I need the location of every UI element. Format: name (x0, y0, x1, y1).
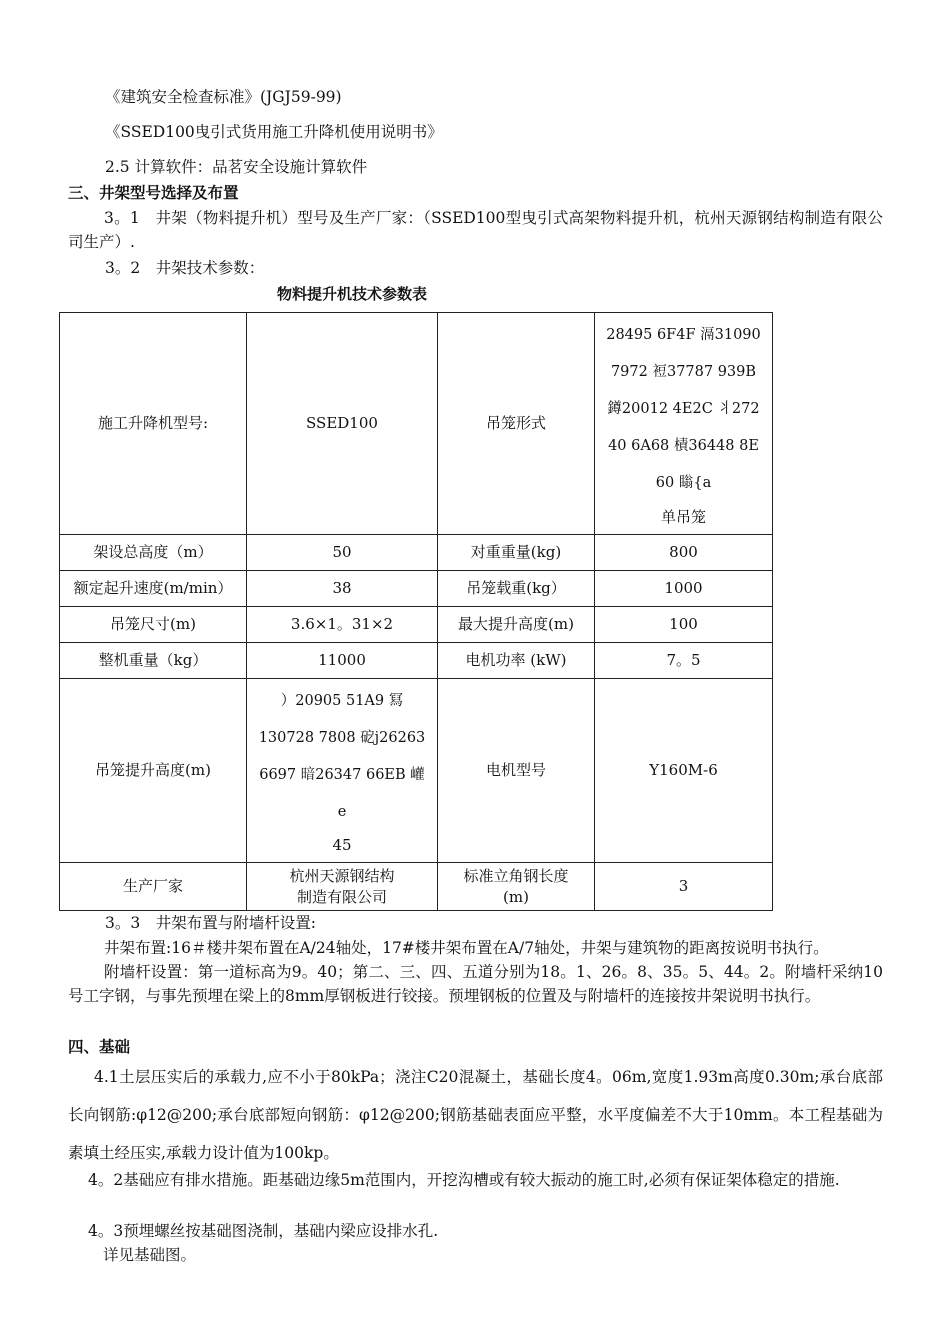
cell-label: 最大提升高度(m) (438, 607, 595, 643)
cell-label: 吊笼尺寸(m) (60, 607, 247, 643)
table-row (60, 643, 773, 679)
table-row (60, 679, 773, 863)
garbled-line: 7972 裋37787 939B (610, 364, 757, 380)
cell-label: 架设总高度（m） (60, 535, 247, 571)
cell-value: 单吊笼 (660, 508, 706, 526)
table-row (60, 607, 773, 643)
cell-value: Y160M-6 (595, 679, 773, 863)
section-4-heading: 四、基础 (68, 1038, 131, 1056)
cell-value: 45 (332, 836, 352, 854)
garbled-line: e (337, 804, 347, 820)
cell-value: 800 (595, 535, 773, 571)
garbled-line: ）20905 51A9 冩 (280, 693, 404, 709)
garbled-line: 6697 暗26347 66EB 巏 (259, 767, 425, 783)
cell-value-line: 杭州天源钢结构 (289, 866, 395, 885)
cell-label: 整机重量（kg） (60, 643, 247, 679)
paragraph-3-3-layout: 井架布置:16＃楼井架布置在A/24轴处，17#楼井架布置在A/7轴处，井架与建筑物的距离按说明书执行。 (104, 939, 829, 957)
standard-reference-1: 《建筑安全检查标准》(JGJ59-99) (105, 88, 342, 106)
cell-label-line: (m) (503, 887, 529, 906)
garbled-line: 60 瞈{a (655, 475, 712, 491)
paragraph-4-2: 4。2基础应有排水措施。距基础边缘5m范围内，开挖沟槽或有较大振动的施工时,必须有保证架体稳定的措施. (88, 1171, 840, 1189)
garbled-line: 28495 6F4F 滆31090 (606, 327, 761, 343)
cell-value: 38 (247, 571, 438, 607)
section-3-heading: 三、井架型号选择及布置 (68, 184, 239, 202)
cell-label: 电机功率 (kW) (438, 643, 595, 679)
paragraph-3-3: 3。3 井架布置与附墙杆设置: (105, 914, 316, 932)
cell-label: 吊笼形式 (438, 313, 595, 535)
cell-value: 1000 (595, 571, 773, 607)
manufacturer-cell (247, 863, 438, 911)
paragraph-4-3: 4。3预埋螺丝按基础图浇制，基础内梁应设排水孔. (88, 1222, 439, 1240)
cell-label: 吊笼提升高度(m) (60, 679, 247, 863)
cell-label: 电机型号 (438, 679, 595, 863)
table-row (60, 313, 773, 535)
garbled-line: 鐏20012 4E2C 丬272 (607, 401, 760, 417)
lift-height-cell (247, 679, 438, 863)
cell-label: 生产厂家 (60, 863, 247, 911)
paragraph-4-1: 4.1土层压实后的承载力,应不小于80kPa；浇注C20混凝土，基础长度4。06m,宽度1.93m高度0.30m;承台底部长向钢筋:φ12@200;承台底部短向钢筋：φ12@200;钢筋基础表面应平整，水平度偏差不大于10mm。本工程基础为素填土经压实,承载力设计值为100kp。 (68, 1068, 883, 1162)
cell-label: 额定起升速度(m/min） (60, 571, 247, 607)
angle-steel-label-cell (438, 863, 595, 911)
cell-label-line: 标准立角钢长度 (463, 866, 569, 885)
paragraph-3-1: 3。1 井架（物料提升机）型号及生产厂家：（SSED100型曳引式高架物料提升机，杭州天源钢结构制造有限公司生产）. (68, 209, 883, 251)
lift-parameter-table (59, 312, 773, 911)
table-caption: 物料提升机技术参数表 (277, 285, 428, 303)
cell-value-line: 制造有限公司 (296, 887, 387, 906)
cell-value: 3 (595, 863, 773, 911)
cage-type-cell (595, 313, 773, 535)
garbled-line: 40 6A68 樍36448 8E (608, 438, 759, 454)
table-row (60, 863, 773, 911)
cell-value: 3.6×1。31×2 (247, 607, 438, 643)
garbled-line: 130728 7808 砨j26263 (258, 730, 426, 746)
cell-value: 50 (247, 535, 438, 571)
paragraph-3-2: 3。2 井架技术参数： (105, 259, 265, 277)
cell-label: 施工升降机型号: (60, 313, 247, 535)
cell-value: 11000 (247, 643, 438, 679)
cell-value: 100 (595, 607, 773, 643)
paragraph-4-4: 详见基础图。 (103, 1246, 197, 1264)
table-row (60, 535, 773, 571)
cell-value: 7。5 (595, 643, 773, 679)
software-reference: 2.5 计算软件：品茗安全设施计算软件 (105, 158, 368, 176)
paragraph-3-3-wall-ties: 附墙杆设置：第一道标高为9。40；第二、三、四、五道分别为18。1、26。8、35。5、44。2。附墙杆采纳10号工字钢，与事先预埋在梁上的8mm厚钢板进行铰接。预埋钢板的位置及与附墙杆的连接按井架说明书执行。 (68, 963, 883, 1005)
cell-value: SSED100 (247, 313, 438, 535)
cell-label: 吊笼载重(kg） (438, 571, 595, 607)
table-row (60, 571, 773, 607)
cell-label: 对重重量(kg) (438, 535, 595, 571)
standard-reference-2: 《SSED100曳引式货用施工升降机使用说明书》 (105, 123, 443, 141)
